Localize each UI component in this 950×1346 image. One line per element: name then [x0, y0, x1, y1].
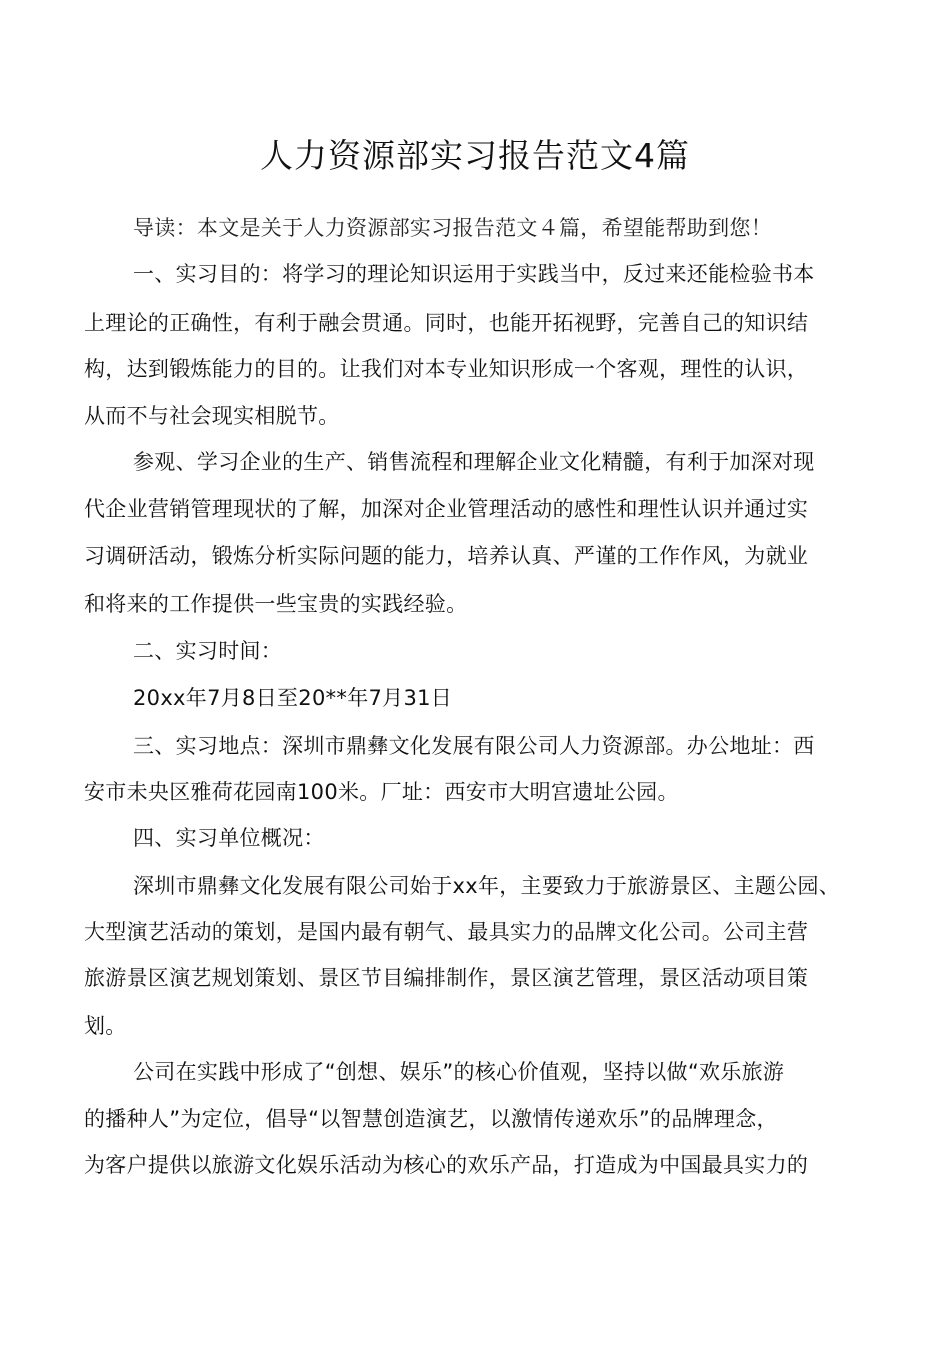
paragraph-line: 一、实习目的：将学习的理论知识运用于实践当中，反过来还能检验书本: [133, 262, 815, 286]
document-title: 人力资源部实习报告范文4篇: [260, 136, 690, 175]
paragraph-line: 公司在实践中形成了“创想、娱乐”的核心价值观，坚持以做“欢乐旅游: [133, 1060, 785, 1084]
paragraph-line: 深圳市鼎彝文化发展有限公司始于xx年，主要致力于旅游景区、主题公园、: [133, 874, 841, 898]
paragraph-line: 旅游景区演艺规划策划、景区节目编排制作，景区演艺管理，景区活动项目策: [84, 966, 809, 990]
section-heading: 四、实习单位概况：: [133, 826, 325, 850]
intro-line: 导读：本文是关于人力资源部实习报告范文４篇，希望能帮助到您！: [133, 216, 772, 240]
section-heading: 二、实习时间：: [133, 639, 283, 663]
paragraph-line: 20xx年7月8日至20**年7月31日: [133, 686, 453, 710]
paragraph-line: 从而不与社会现实相脱节。: [84, 404, 340, 428]
paragraph-line: 代企业营销管理现状的了解，加深对企业管理活动的感性和理性认识并通过实: [84, 497, 809, 521]
paragraph-line: 大型演艺活动的策划，是国内最有朝气、最具实力的品牌文化公司。公司主营: [84, 920, 809, 944]
paragraph-line: 安市未央区雅荷花园南100米。厂址：西安市大明宫遗址公园。: [84, 780, 679, 804]
paragraph-line: 划。: [84, 1014, 127, 1038]
paragraph-line: 习调研活动，锻炼分析实际问题的能力，培养认真、严谨的工作作风，为就业: [84, 544, 809, 568]
paragraph-line: 构，达到锻炼能力的目的。让我们对本专业知识形成一个客观，理性的认识，: [84, 357, 809, 381]
paragraph-line: 和将来的工作提供一些宝贵的实践经验。: [84, 592, 468, 616]
paragraph-line: 上理论的正确性，有利于融会贯通。同时，也能开拓视野，完善自己的知识结: [84, 311, 809, 335]
paragraph-line: 为客户提供以旅游文化娱乐活动为核心的欢乐产品，打造成为中国最具实力的: [84, 1153, 809, 1177]
paragraph-line: 参观、学习企业的生产、销售流程和理解企业文化精髓，有利于加深对现: [133, 450, 815, 474]
paragraph-line: 三、实习地点：深圳市鼎彝文化发展有限公司人力资源部。办公地址：西: [133, 734, 815, 758]
paragraph-line: 的播种人”为定位，倡导“以智慧创造演艺，以激情传递欢乐”的品牌理念，: [84, 1107, 778, 1131]
